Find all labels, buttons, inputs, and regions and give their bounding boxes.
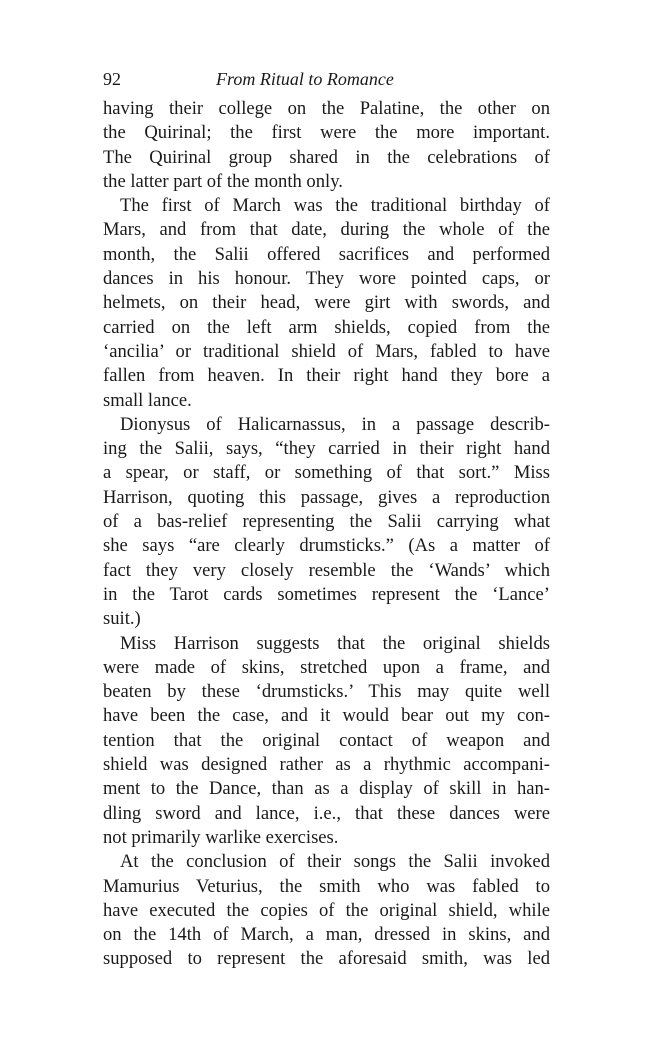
text-line: a spear, or staff, or something of that sort.” Miss [103, 462, 550, 484]
text-line: beaten by these ‘drumsticks.’ This may quite well [103, 681, 550, 703]
text-line: Harrison, quoting this passage, gives a reproduction [103, 486, 550, 508]
text-line: fallen from heaven. In their right hand they bore a [103, 365, 550, 387]
text-line: were made of skins, stretched upon a frame, and [103, 656, 550, 678]
paragraph-first-line: The first of March was the traditional birthday of [120, 195, 550, 217]
text-line: Mamurius Veturius, the smith who was fabled to [103, 875, 550, 897]
book-page [103, 66, 550, 972]
text-line: dances in his honour. They wore pointed caps, or [103, 268, 550, 290]
text-line: Mars, and from that date, during the whole of the [103, 219, 550, 241]
text-line: carried on the left arm shields, copied from the [103, 316, 550, 338]
text-line: ‘ancilia’ or traditional shield of Mars, fabled to have [103, 340, 550, 362]
text-line: not primarily warlike exercises. [103, 826, 339, 848]
page-number: 92 [103, 69, 121, 89]
text-line: the latter part of the month only. [103, 170, 343, 192]
text-line: she says “are clearly drumsticks.” (As a matter of [103, 535, 550, 557]
text-line: having their college on the Palatine, the other on [103, 98, 550, 119]
text-line: suit.) [103, 608, 141, 630]
text-line: month, the Salii offered sacrifices and performed [103, 243, 550, 265]
text-line: fact they very closely resemble the ‘Wands’ which [103, 559, 550, 581]
text-line: ment to the Dance, than as a display of skill in han- [103, 778, 550, 800]
paragraph-first-line: At the conclusion of their songs the Salii invoked [120, 851, 550, 873]
text-line: helmets, on their head, were girt with swords, and [103, 292, 550, 314]
text-line: the Quirinal; the first were the more important. [103, 122, 550, 144]
running-title: From Ritual to Romance [216, 69, 394, 89]
text-line: on the 14th of March, a man, dressed in skins, and [103, 924, 550, 946]
text-line: have executed the copies of the original shield, while [103, 899, 550, 921]
paragraph-first-line: Dionysus of Halicarnassus, in a passage describ- [120, 413, 550, 435]
text-line: ing the Salii, says, “they carried in their right hand [103, 438, 550, 460]
text-line: supposed to represent the aforesaid smith, was led [103, 948, 550, 970]
text-line: in the Tarot cards sometimes represent the ‘Lance’ [103, 583, 550, 605]
text-line: The Quirinal group shared in the celebrations of [103, 146, 550, 168]
paragraph-first-line: Miss Harrison suggests that the original shields [120, 632, 550, 654]
body-text [103, 97, 550, 972]
text-line: have been the case, and it would bear out my con- [103, 705, 550, 727]
text-line: shield was designed rather as a rhythmic accompani- [103, 754, 550, 776]
text-line: dling sword and lance, i.e., that these dances were [103, 802, 550, 824]
text-line: of a bas-relief representing the Salii carrying what [103, 511, 550, 533]
running-head [103, 66, 550, 92]
text-line: small lance. [103, 389, 192, 411]
text-line: tention that the original contact of weapon and [103, 729, 550, 751]
